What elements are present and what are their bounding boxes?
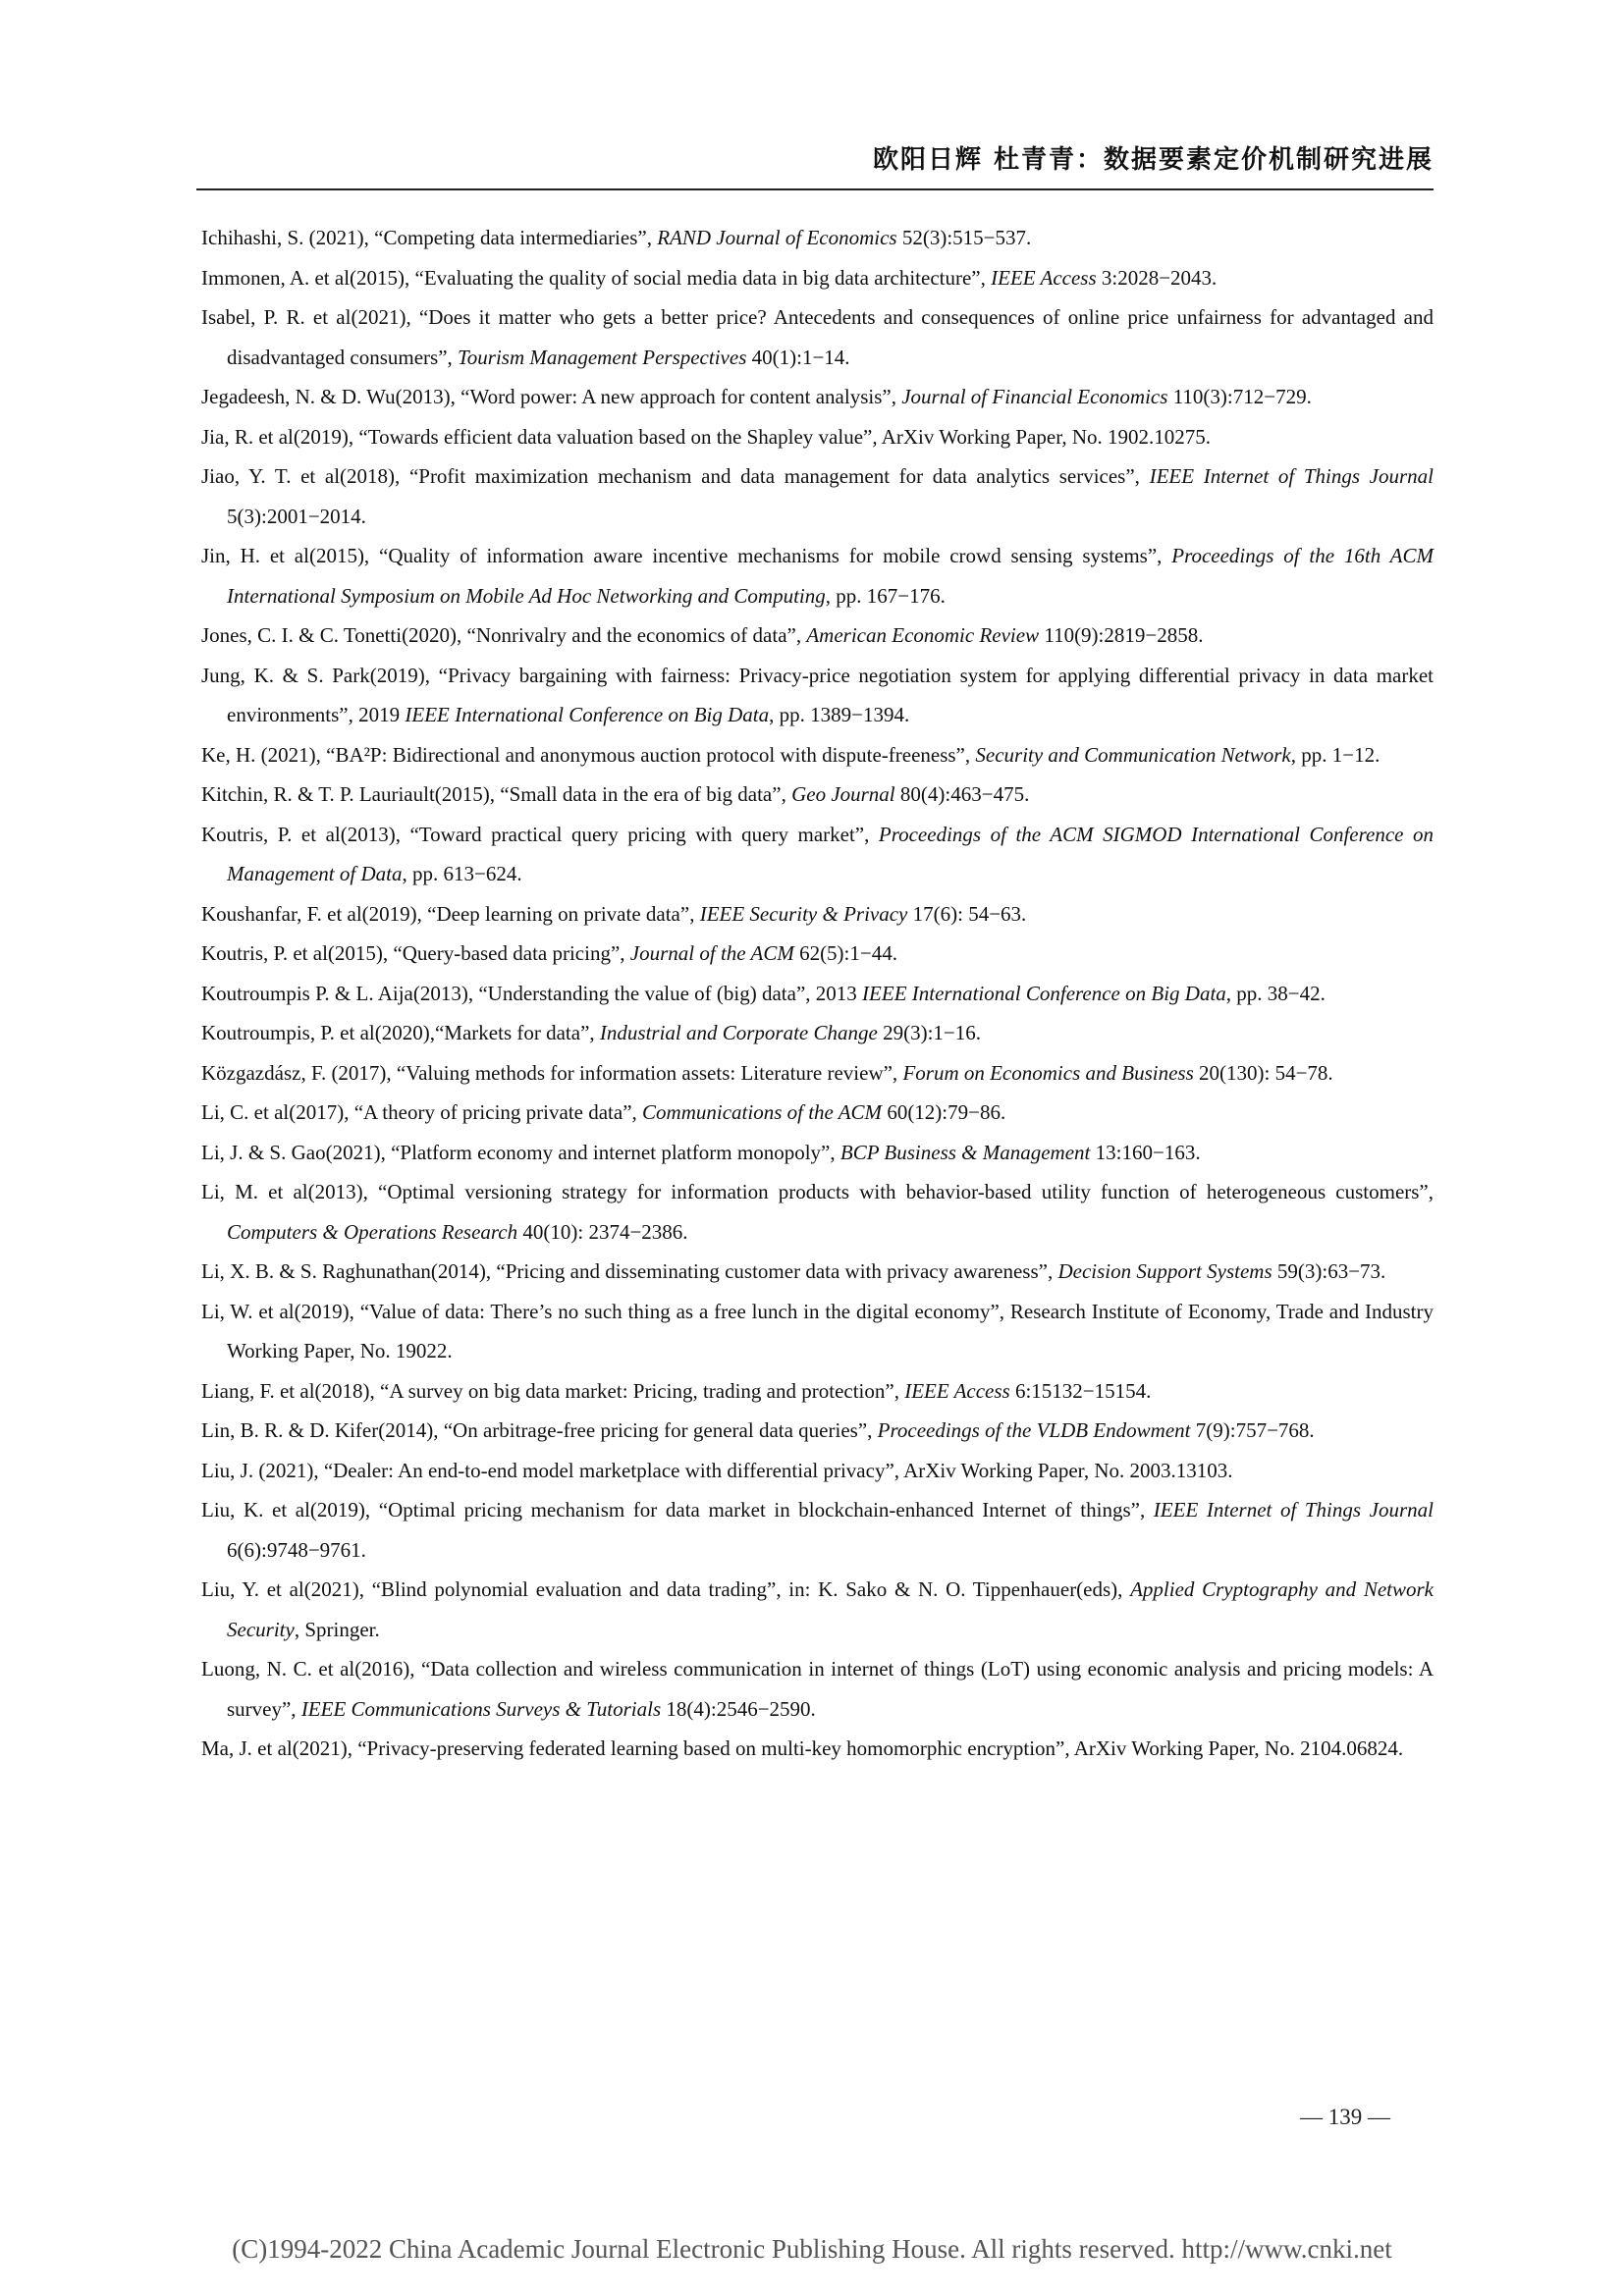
reference-venue: RAND Journal of Economics [657, 226, 897, 249]
reference-text: Jiao, Y. T. et al(2018), “Profit maximization mechanism and data management for data analytics services”, [201, 464, 1150, 488]
reference-venue: Security and Communication Network [975, 742, 1291, 767]
reference-venue: Computers & Operations Research [227, 1219, 518, 1244]
reference-entry [201, 1451, 1434, 1491]
reference-entry [201, 1053, 1434, 1094]
reference-text: Luong, N. C. et al(2016), “Data collection and wireless communication in internet of things (LoT) using economic analysis and pricing models: A survey”, [201, 1657, 1434, 1721]
running-header: 欧阳日辉 杜青青：数据要素定价机制研究进展 [872, 145, 1434, 175]
reference-text: Jin, H. et al(2015), “Quality of information aware incentive mechanisms for mobile crowd sensing systems”, [201, 544, 1172, 567]
reference-venue: Communications of the ACM [642, 1100, 883, 1124]
reference-venue: IEEE International Conference on Big Data [405, 703, 770, 726]
reference-text: , pp. 38−42. [1225, 981, 1326, 1005]
reference-text: Közgazdász, F. (2017), “Valuing methods for information assets: Literature review”, [201, 1060, 903, 1085]
reference-text: Koutroumpis, P. et al(2020),“Markets for data”, [201, 1021, 600, 1044]
reference-entry [201, 1570, 1434, 1649]
reference-text: 20(130): 54−78. [1193, 1060, 1333, 1085]
reference-entry [201, 1649, 1434, 1729]
reference-text: Li, M. et al(2013), “Optimal versioning strategy for information products with behavior-based utility function of heterogeneous customers”, [201, 1180, 1434, 1203]
reference-text: Liu, K. et al(2019), “Optimal pricing mechanism for data market in blockchain-enhanced Internet of things”, [201, 1498, 1154, 1522]
reference-text: Lin, B. R. & D. Kifer(2014), “On arbitrage-free pricing for general data queries”, [201, 1418, 878, 1442]
reference-entry [201, 297, 1434, 377]
reference-text: 6:15132−15154. [1009, 1378, 1152, 1403]
reference-text: , pp. 613−624. [402, 862, 522, 885]
reference-venue: Proceedings of the 16th ACM International Symposium on Mobile Ad Hoc Networking and Computing [227, 544, 1434, 608]
reference-venue: Tourism Management Perspectives [458, 345, 747, 369]
reference-venue: American Economic Review [806, 623, 1040, 647]
reference-venue: IEEE Internet of Things Journal [1153, 1498, 1434, 1522]
reference-text: Kitchin, R. & T. P. Lauriault(2015), “Small data in the era of big data”, [201, 782, 792, 806]
reference-text: , Springer. [294, 1617, 380, 1641]
reference-text: 40(1):1−14. [746, 345, 850, 369]
reference-entry [201, 536, 1434, 615]
reference-text: Li, W. et al(2019), “Value of data: There’s no such thing as a free lunch in the digital economy”, Research Institute of Economy, Trade and Industry Working Paper, No. 19022. [201, 1299, 1434, 1362]
reference-text: 7(9):757−768. [1190, 1418, 1315, 1442]
reference-venue: BCP Business & Management [839, 1140, 1091, 1164]
reference-entry [201, 1013, 1434, 1053]
reference-entry [201, 974, 1434, 1014]
reference-venue: IEEE Access [991, 265, 1097, 290]
reference-entry [201, 934, 1434, 974]
reference-text: 80(4):463−475. [894, 782, 1030, 806]
reference-text: 17(6): 54−63. [907, 901, 1027, 926]
page-number: — 139 — [1300, 2105, 1390, 2129]
reference-list [201, 218, 1434, 1769]
reference-venue: Journal of the ACM [629, 941, 794, 965]
reference-text: 13:160−163. [1090, 1140, 1201, 1164]
reference-venue: Proceedings of the ACM SIGMOD International Conference on Management of Data [227, 822, 1434, 885]
reference-text: Immonen, A. et al(2015), “Evaluating the quality of social media data in big data architecture”, [201, 265, 992, 290]
reference-text: Jia, R. et al(2019), “Towards efficient data valuation based on the Shapley value”, ArXiv Working Paper, No. 1902.10275. [201, 424, 1212, 449]
reference-text: 59(3):63−73. [1272, 1259, 1386, 1283]
reference-entry [201, 1252, 1434, 1292]
reference-text: 110(3):712−729. [1167, 385, 1312, 408]
reference-text: Koutris, P. et al(2013), “Toward practical query pricing with query market”, [201, 822, 879, 846]
reference-entry [201, 1172, 1434, 1252]
reference-text: Liang, F. et al(2018), “A survey on big data market: Pricing, trading and protection”, [201, 1378, 905, 1403]
reference-text: Koutroumpis P. & L. Aija(2013), “Understanding the value of (big) data”, 2013 [201, 981, 863, 1005]
reference-text: Li, J. & S. Gao(2021), “Platform economy and internet platform monopoly”, [201, 1140, 840, 1164]
reference-entry [201, 1371, 1434, 1412]
reference-entry [201, 815, 1434, 894]
reference-entry [201, 656, 1434, 735]
reference-venue: Applied Cryptography and Network Security [227, 1577, 1434, 1641]
reference-entry [201, 1292, 1434, 1371]
reference-entry [201, 615, 1434, 656]
reference-text: Jegadeesh, N. & D. Wu(2013), “Word power: A new approach for content analysis”, [201, 385, 902, 408]
reference-entry [201, 218, 1434, 258]
reference-entry [201, 1411, 1434, 1451]
reference-text: 3:2028−2043. [1096, 265, 1218, 290]
reference-text: 52(3):515−537. [896, 226, 1032, 249]
reference-text: 110(9):2819−2858. [1039, 623, 1204, 647]
reference-text: 40(10): 2374−2386. [517, 1219, 688, 1244]
reference-text: , pp. 1−12. [1290, 742, 1380, 767]
reference-text: Li, X. B. & S. Raghunathan(2014), “Pricing and disseminating customer data with privacy awareness”, [201, 1259, 1058, 1283]
reference-venue: Industrial and Corporate Change [599, 1021, 878, 1044]
reference-text: 62(5):1−44. [793, 941, 897, 965]
reference-entry [201, 417, 1434, 457]
reference-text: Jung, K. & S. Park(2019), “Privacy bargaining with fairness: Privacy-price negotiation system for applying differential privacy in data market environments”, 2019 [201, 663, 1434, 726]
reference-text: Ichihashi, S. (2021), “Competing data intermediaries”, [201, 226, 658, 249]
reference-text: , pp. 1389−1394. [769, 703, 910, 726]
reference-entry [201, 1490, 1434, 1570]
reference-venue: IEEE International Conference on Big Data [862, 981, 1226, 1005]
reference-entry [201, 258, 1434, 298]
copyright-watermark: (C)1994-2022 China Academic Journal Electronic Publishing House. All rights reserved. http://www.cnki.net [232, 2234, 1392, 2264]
reference-text: 6(6):9748−9761. [227, 1537, 366, 1562]
reference-text: Li, C. et al(2017), “A theory of pricing private data”, [201, 1100, 643, 1124]
reference-text: 5(3):2001−2014. [227, 504, 366, 528]
reference-venue: IEEE Communications Surveys & Tutorials [300, 1696, 662, 1721]
reference-text: 60(12):79−86. [882, 1100, 1006, 1124]
reference-text: Ma, J. et al(2021), “Privacy-preserving federated learning based on multi-key homomorphic encryption”, ArXiv Working Paper, No. 2104.06824. [201, 1736, 1404, 1760]
reference-text: Ke, H. (2021), “BA²P: Bidirectional and anonymous auction protocol with dispute-freeness”, [201, 742, 976, 767]
reference-venue: IEEE Security & Privacy [699, 901, 908, 926]
reference-entry [201, 1133, 1434, 1173]
reference-text: Isabel, P. R. et al(2021), “Does it matter who gets a better price? Antecedents and consequences of online price unfairness for advantaged and disadvantaged consumers”, [201, 305, 1434, 369]
reference-entry [201, 1093, 1434, 1133]
header-rule [196, 188, 1434, 190]
reference-venue: IEEE Access [904, 1378, 1010, 1403]
reference-text: , pp. 167−176. [825, 583, 946, 608]
reference-text: Liu, Y. et al(2021), “Blind polynomial evaluation and data trading”, in: K. Sako & N. O. Tippenhauer(eds), [201, 1577, 1131, 1601]
reference-text: 29(3):1−16. [877, 1021, 982, 1044]
reference-entry [201, 377, 1434, 417]
reference-entry [201, 894, 1434, 934]
reference-text: Jones, C. I. & C. Tonetti(2020), “Nonrivalry and the economics of data”, [201, 623, 807, 647]
reference-venue: Proceedings of the VLDB Endowment [877, 1418, 1191, 1442]
reference-venue: IEEE Internet of Things Journal [1149, 464, 1434, 488]
reference-venue: Forum on Economics and Business [902, 1060, 1194, 1085]
reference-entry [201, 456, 1434, 536]
reference-venue: Journal of Financial Economics [901, 385, 1168, 408]
reference-venue: Geo Journal [791, 782, 895, 806]
reference-text: Koushanfar, F. et al(2019), “Deep learning on private data”, [201, 901, 700, 926]
reference-text: Koutris, P. et al(2015), “Query-based data pricing”, [201, 941, 630, 965]
reference-text: 18(4):2546−2590. [661, 1696, 816, 1721]
reference-venue: Decision Support Systems [1057, 1259, 1272, 1283]
reference-entry [201, 735, 1434, 775]
reference-text: Liu, J. (2021), “Dealer: An end-to-end model marketplace with differential privacy”, ArXiv Working Paper, No. 2003.13103. [201, 1458, 1233, 1482]
reference-entry [201, 1729, 1434, 1769]
reference-entry [201, 774, 1434, 815]
